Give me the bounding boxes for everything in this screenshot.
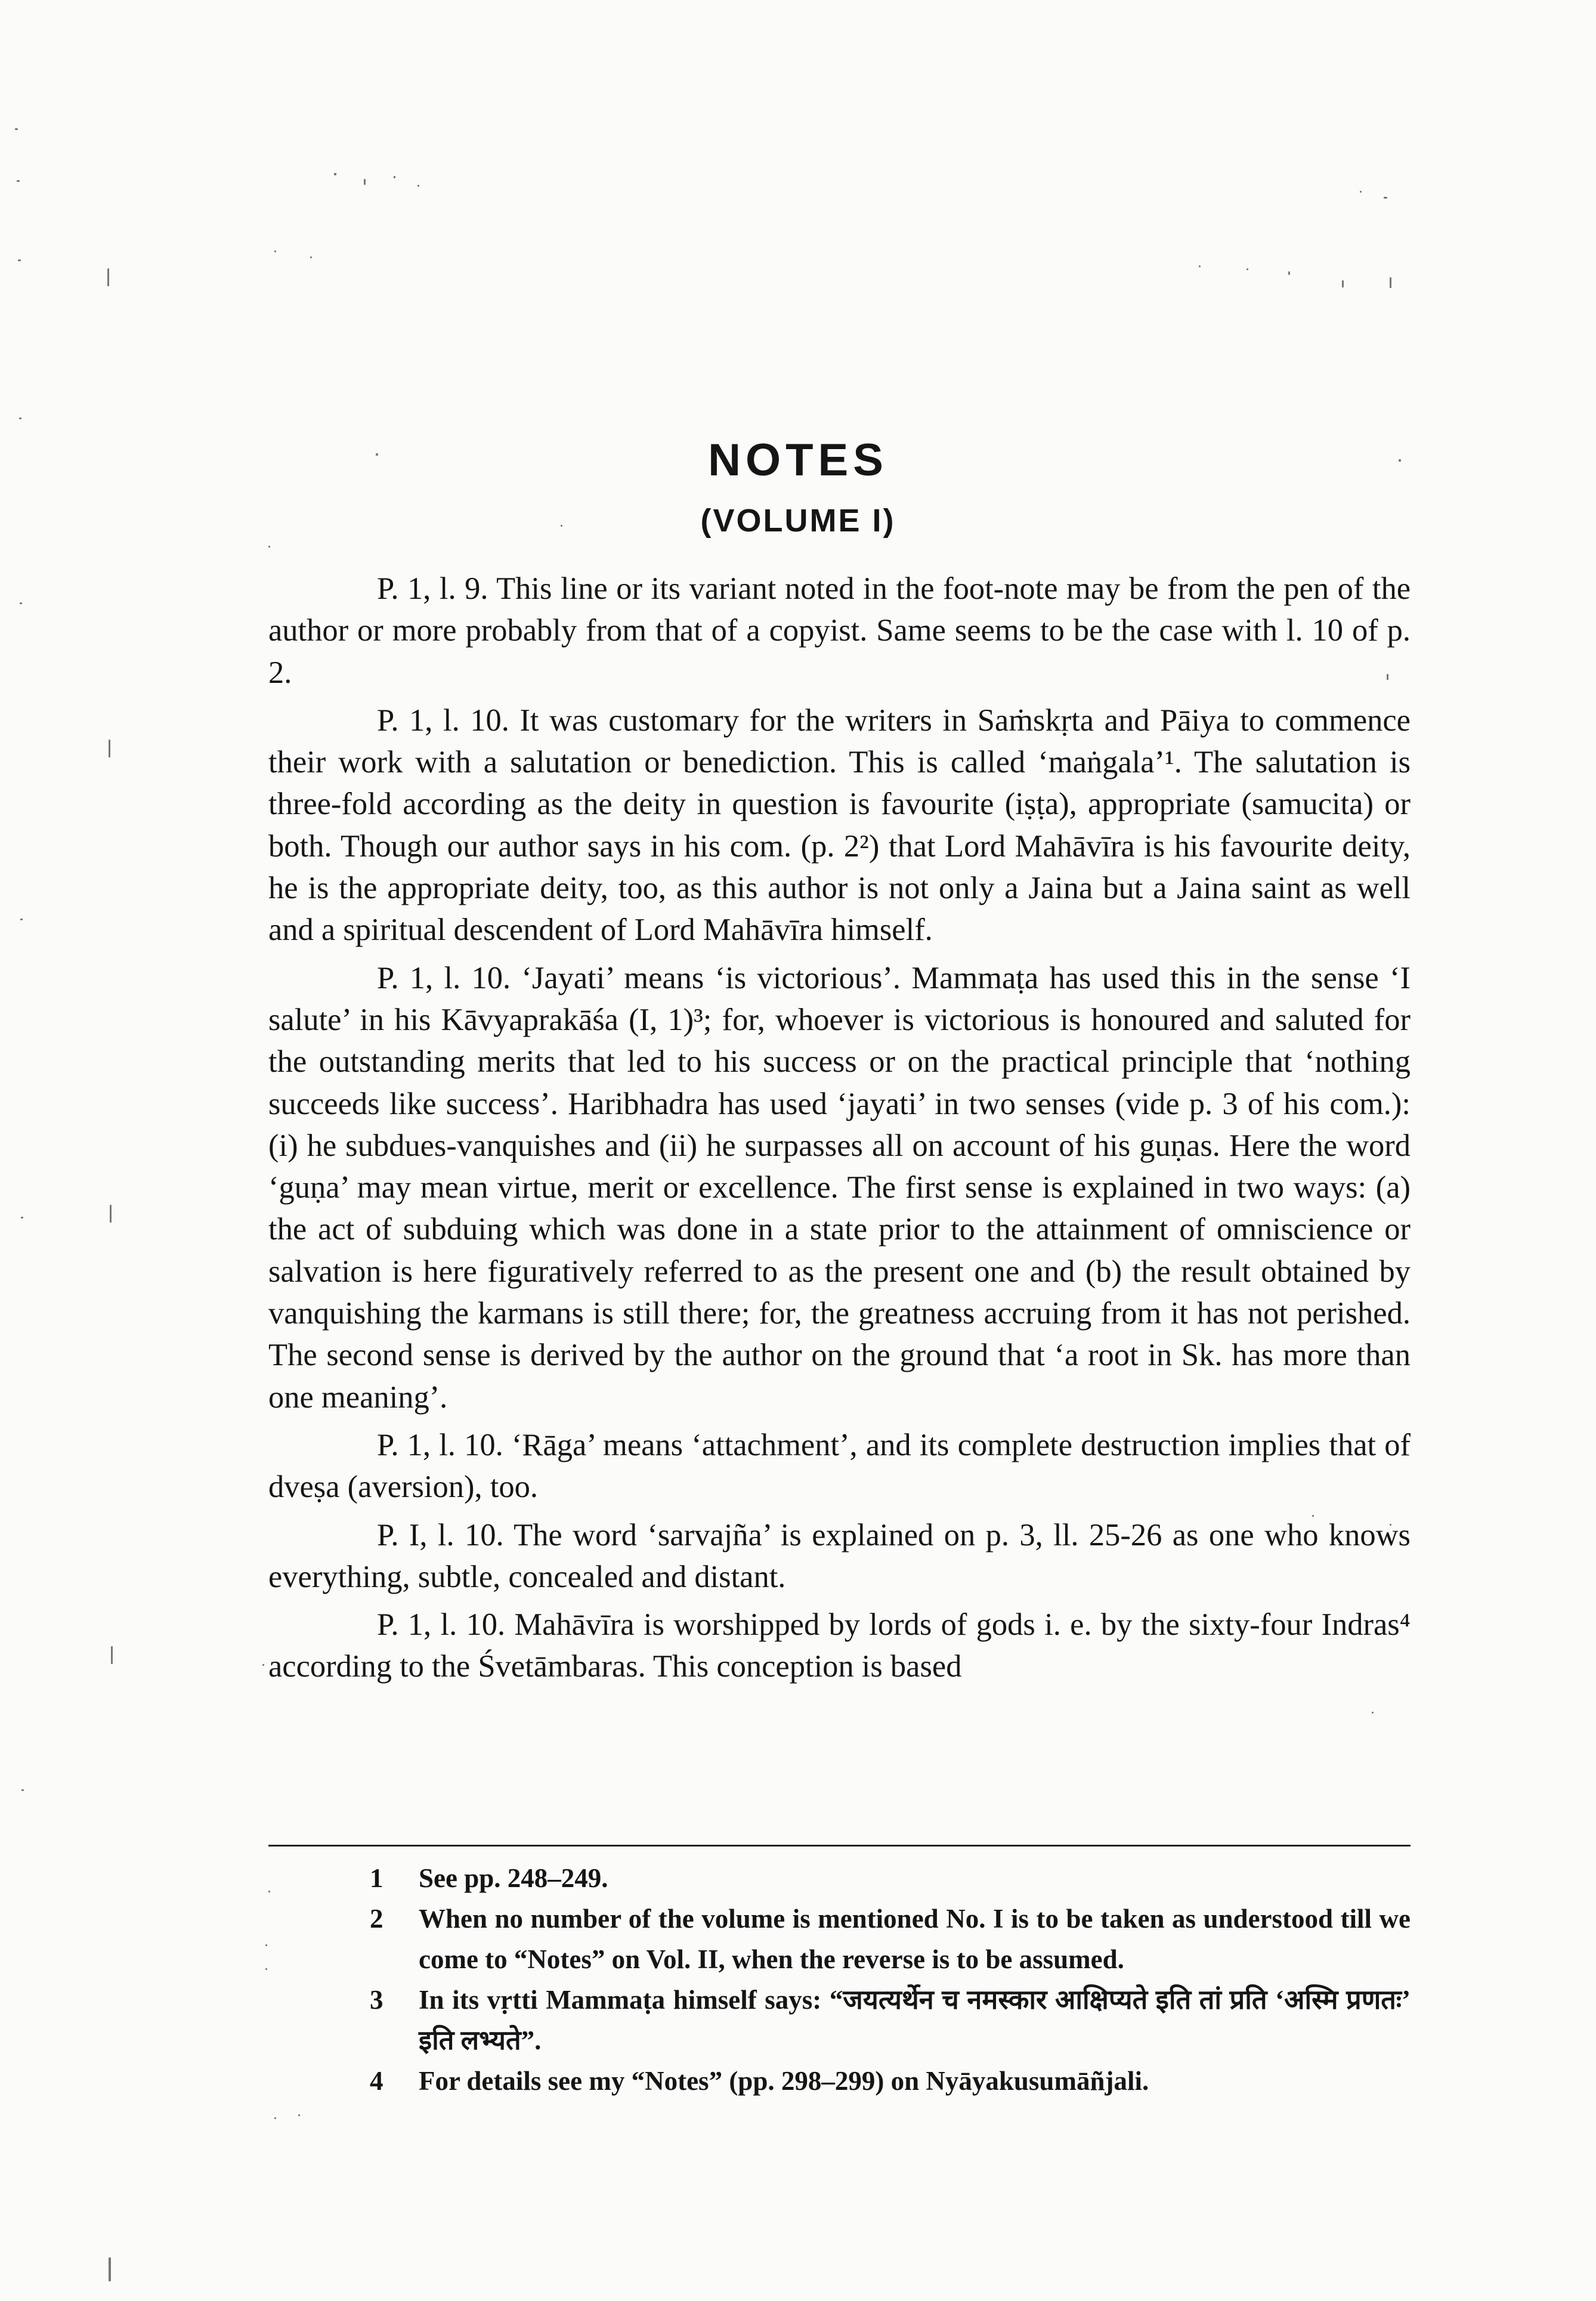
- scan-speck: [274, 2117, 276, 2119]
- footnote-text: In its vṛtti Mammaṭa himself says: “जयत्यर्थेन च नमस्कार आक्षिप्यते इति तां प्रति ‘अस्मि प्रणतः’ इति लभ्यते”.: [419, 1985, 1411, 2055]
- scan-speck: [109, 740, 110, 757]
- footnote: [268, 1980, 1411, 2061]
- footnote-number: 3: [370, 1985, 383, 2015]
- scan-speck: [265, 1944, 267, 1946]
- footnote: [268, 1858, 1411, 1898]
- page-subtitle: (VOLUME I): [700, 503, 896, 539]
- scan-speck: [1247, 268, 1248, 270]
- scan-speck: [110, 1205, 112, 1223]
- footnote: [268, 2061, 1411, 2101]
- scan-speck: [1390, 277, 1391, 288]
- scan-speck: [15, 128, 18, 130]
- scan-speck: [1384, 197, 1387, 199]
- scan-speck: [107, 268, 109, 286]
- footnote-divider: [268, 1845, 1411, 1847]
- note-paragraph: P. I, l. 10. The word ‘sarvajña’ is explained on p. 3, ll. 25-26 as one who knows everything, subtle, concealed and distant.: [268, 1517, 1411, 1594]
- scan-speck: [1288, 271, 1290, 275]
- footnote-text: When no number of the volume is mentioned No. I is to be taken as understood till we come to “Notes” on Vol. II, when the reverse is to be assumed.: [419, 1904, 1411, 1974]
- footnote-text: For details see my “Notes” (pp. 298–299) on Nyāyakusumāñjali.: [419, 2066, 1149, 2096]
- note-paragraph: P. 1, l. 9. This line or its variant noted in the foot-note may be from the pen of the author or more probably from that of a copyist. Same seems to be the case with l. 10 of p. 2.: [268, 571, 1411, 690]
- scan-speck: [1342, 280, 1344, 287]
- scan-speck: [111, 1646, 113, 1664]
- note-paragraph: P. 1, l. 10. ‘Jayati’ means ‘is victorious’. Mammaṭa has used this in the sense ‘I salute’ in his Kāvyaprakāśa (I, 1)³; for, whoever is victorious is honoured and saluted for the outstanding merits that led to his success or on the practical principle that ‘nothing succeeds like success’. Haribhadra has used ‘jayati’ in two senses (vide p. 3 of his com.): (i) he subdues-vanquishes and (ii) he surpasses all on account of his guṇas. Here the word ‘guṇa’ may mean virtue, merit or excellence. The first sense is explained in two ways: (a) the act of subduing which was done in a state prior to the attainment of omniscience or salvation is here figuratively referred to as the present one and (b) the result obtained by vanquishing the karmans is still there; for, the greatness accruing from it has not perished. The second sense is derived by the author on the ground that ‘a root in Sk. has more than one meaning’.: [268, 960, 1411, 1415]
- page-title: NOTES: [708, 435, 888, 485]
- scan-speck: [298, 2114, 300, 2116]
- scan-speck: [109, 2257, 111, 2281]
- scan-speck: [265, 1968, 267, 1970]
- scan-speck: [19, 417, 21, 419]
- scan-speck: [268, 546, 270, 548]
- footnote-text: See pp. 248–249.: [419, 1863, 608, 1893]
- scan-speck: [262, 1664, 264, 1666]
- scan-speck: [18, 259, 21, 261]
- footnote: [268, 1898, 1411, 1980]
- scan-speck: [20, 918, 23, 920]
- note-paragraph: P. 1, l. 10. ‘Rāga’ means ‘attachment’, and its complete destruction implies that of dveṣa (aversion), too.: [268, 1427, 1411, 1505]
- scan-speck: [394, 176, 395, 178]
- notes-body: [268, 568, 1411, 1694]
- scan-speck: [334, 173, 336, 175]
- scan-speck: [20, 602, 22, 604]
- note-paragraph: P. 1, l. 10. Mahāvīra is worshipped by lords of gods i. e. by the sixty-four Indras⁴ according to the Śvetāmbaras. This conception is based: [268, 1607, 1411, 1684]
- footnote-number: 2: [370, 1904, 383, 1934]
- scan-speck: [21, 1789, 24, 1791]
- footnote-number: 4: [370, 2066, 383, 2096]
- scan-speck: [417, 185, 419, 187]
- scan-speck: [21, 1217, 23, 1218]
- scan-speck: [1360, 191, 1362, 193]
- footnote-number: 1: [370, 1863, 383, 1893]
- scan-speck: [1199, 265, 1201, 267]
- scan-speck: [310, 256, 312, 258]
- scan-speck: [364, 179, 366, 185]
- scan-speck: [1372, 1712, 1374, 1714]
- scan-speck: [274, 250, 276, 252]
- scan-speck: [17, 180, 20, 182]
- footnotes: [268, 1858, 1411, 2101]
- note-paragraph: P. 1, l. 10. It was customary for the writers in Saṁskṛta and Pāiya to commence their work with a salutation or benediction. This is called ‘maṅgala’¹. The salutation is three-fold according as the deity in question is favourite (iṣṭa), appropriate (samucita) or both. Though our author says in his com. (p. 2²) that Lord Mahāvīra is his favourite deity, he is the appropriate deity, too, as this author is not only a Jaina but a Jaina saint as well and a spiritual descendent of Lord Mahāvīra himself.: [268, 703, 1411, 948]
